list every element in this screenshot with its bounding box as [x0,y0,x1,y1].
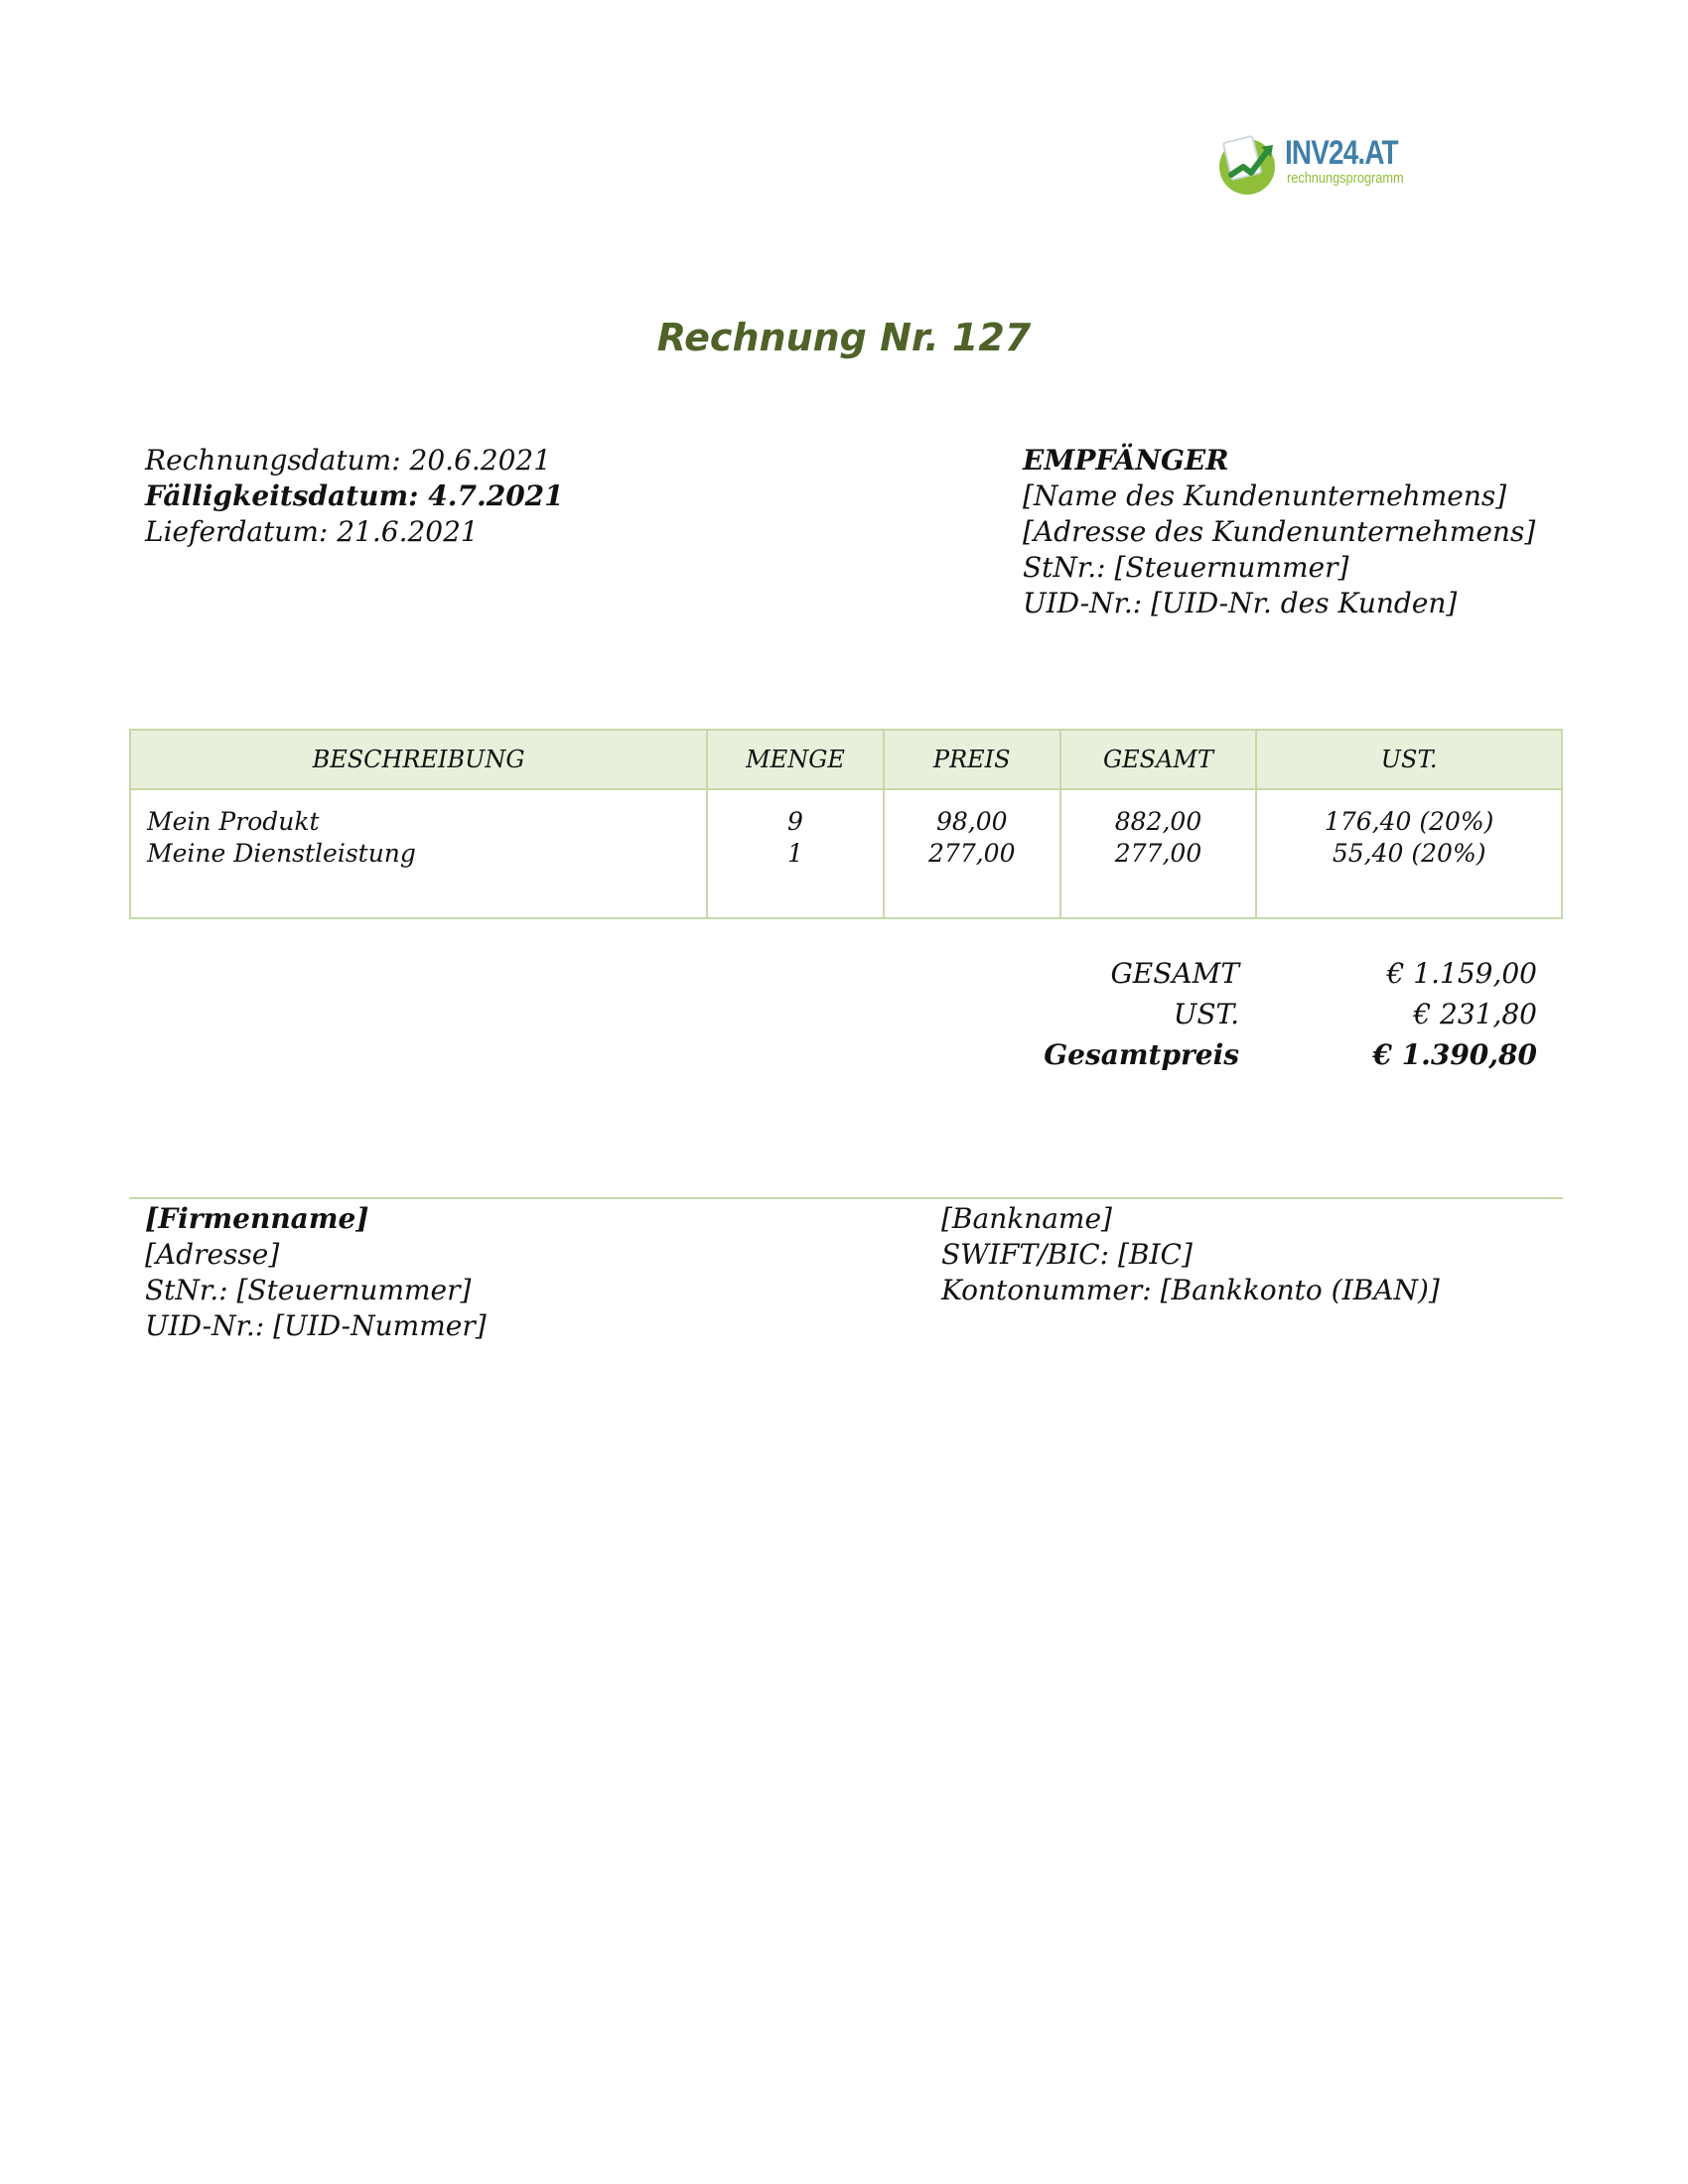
recipient-block [1023,443,1535,621]
grand-total-label: Gesamtpreis [1044,1038,1239,1071]
logo-check-icon [1213,131,1281,199]
item-quantity: 1 [787,839,803,868]
recipient-tax-number: StNr.: [Steuernummer] [1023,551,1349,584]
header-price: PREIS [884,730,1060,789]
bank-block [941,1201,1440,1308]
item-price: 277,00 [928,839,1016,868]
recipient-heading: EMPFÄNGER [1023,444,1229,477]
invoice-title: Rechnung Nr. 127 [656,316,1032,359]
delivery-date: Lieferdatum: 21.6.2021 [145,515,479,548]
subtotal-label: GESAMT [1110,957,1239,990]
item-total: 882,00 [1114,807,1202,836]
vat-row [993,994,1537,1034]
item-total: 277,00 [1114,839,1202,868]
subtotal-row [993,953,1537,994]
item-vat: 176,40 (20%) [1324,807,1494,836]
recipient-address: [Adresse des Kundenunternehmens] [1023,515,1536,548]
header-quantity: MENGE [707,730,884,789]
total-cell [1060,789,1257,918]
logo-tagline: rechnungsprogramm [1287,170,1404,187]
company-block [145,1201,487,1344]
company-tax-number: StNr.: [Steuernummer] [145,1274,472,1306]
item-description: Mein Produkt [147,807,320,836]
bank-account: Kontonummer: [Bankkonto (IBAN)] [941,1274,1440,1306]
header-total: GESAMT [1060,730,1257,789]
subtotal-value: € 1.159,00 [1386,957,1537,990]
items-table [129,729,1563,919]
vat-label: UST. [1173,998,1239,1030]
description-cell [130,789,707,918]
price-cell [884,789,1060,918]
invoice-dates [145,443,564,550]
recipient-vat-id: UID-Nr.: [UID-Nr. des Kunden] [1023,587,1458,619]
recipient-name: [Name des Kundenunternehmens] [1023,479,1507,512]
header-description: BESCHREIBUNG [130,730,707,789]
logo-brand: INV24.AT [1285,134,1398,172]
bank-swift: SWIFT/BIC: [BIC] [941,1238,1193,1271]
item-vat: 55,40 (20%) [1332,839,1486,868]
quantity-cell [707,789,884,918]
item-description: Meine Dienstleistung [147,839,416,868]
table-header-row [130,730,1562,789]
vat-value: € 231,80 [1413,998,1537,1030]
item-price: 98,00 [935,807,1008,836]
footer-divider [129,1197,1563,1199]
invoice-date: Rechnungsdatum: 20.6.2021 [145,444,552,477]
vat-cell [1256,789,1562,918]
due-date: Fälligkeitsdatum: 4.7.2021 [145,479,564,512]
item-quantity: 9 [787,807,803,836]
header-vat: UST. [1256,730,1562,789]
company-vat-id: UID-Nr.: [UID-Nummer] [145,1309,487,1342]
company-address: [Adresse] [145,1238,280,1271]
company-logo [1213,127,1432,199]
company-name: [Firmenname] [145,1202,369,1235]
bank-name: [Bankname] [941,1202,1112,1235]
totals-block [993,953,1537,1075]
grand-total-value: € 1.390,80 [1372,1038,1537,1071]
table-row [130,789,1562,918]
grand-total-row [993,1034,1537,1075]
